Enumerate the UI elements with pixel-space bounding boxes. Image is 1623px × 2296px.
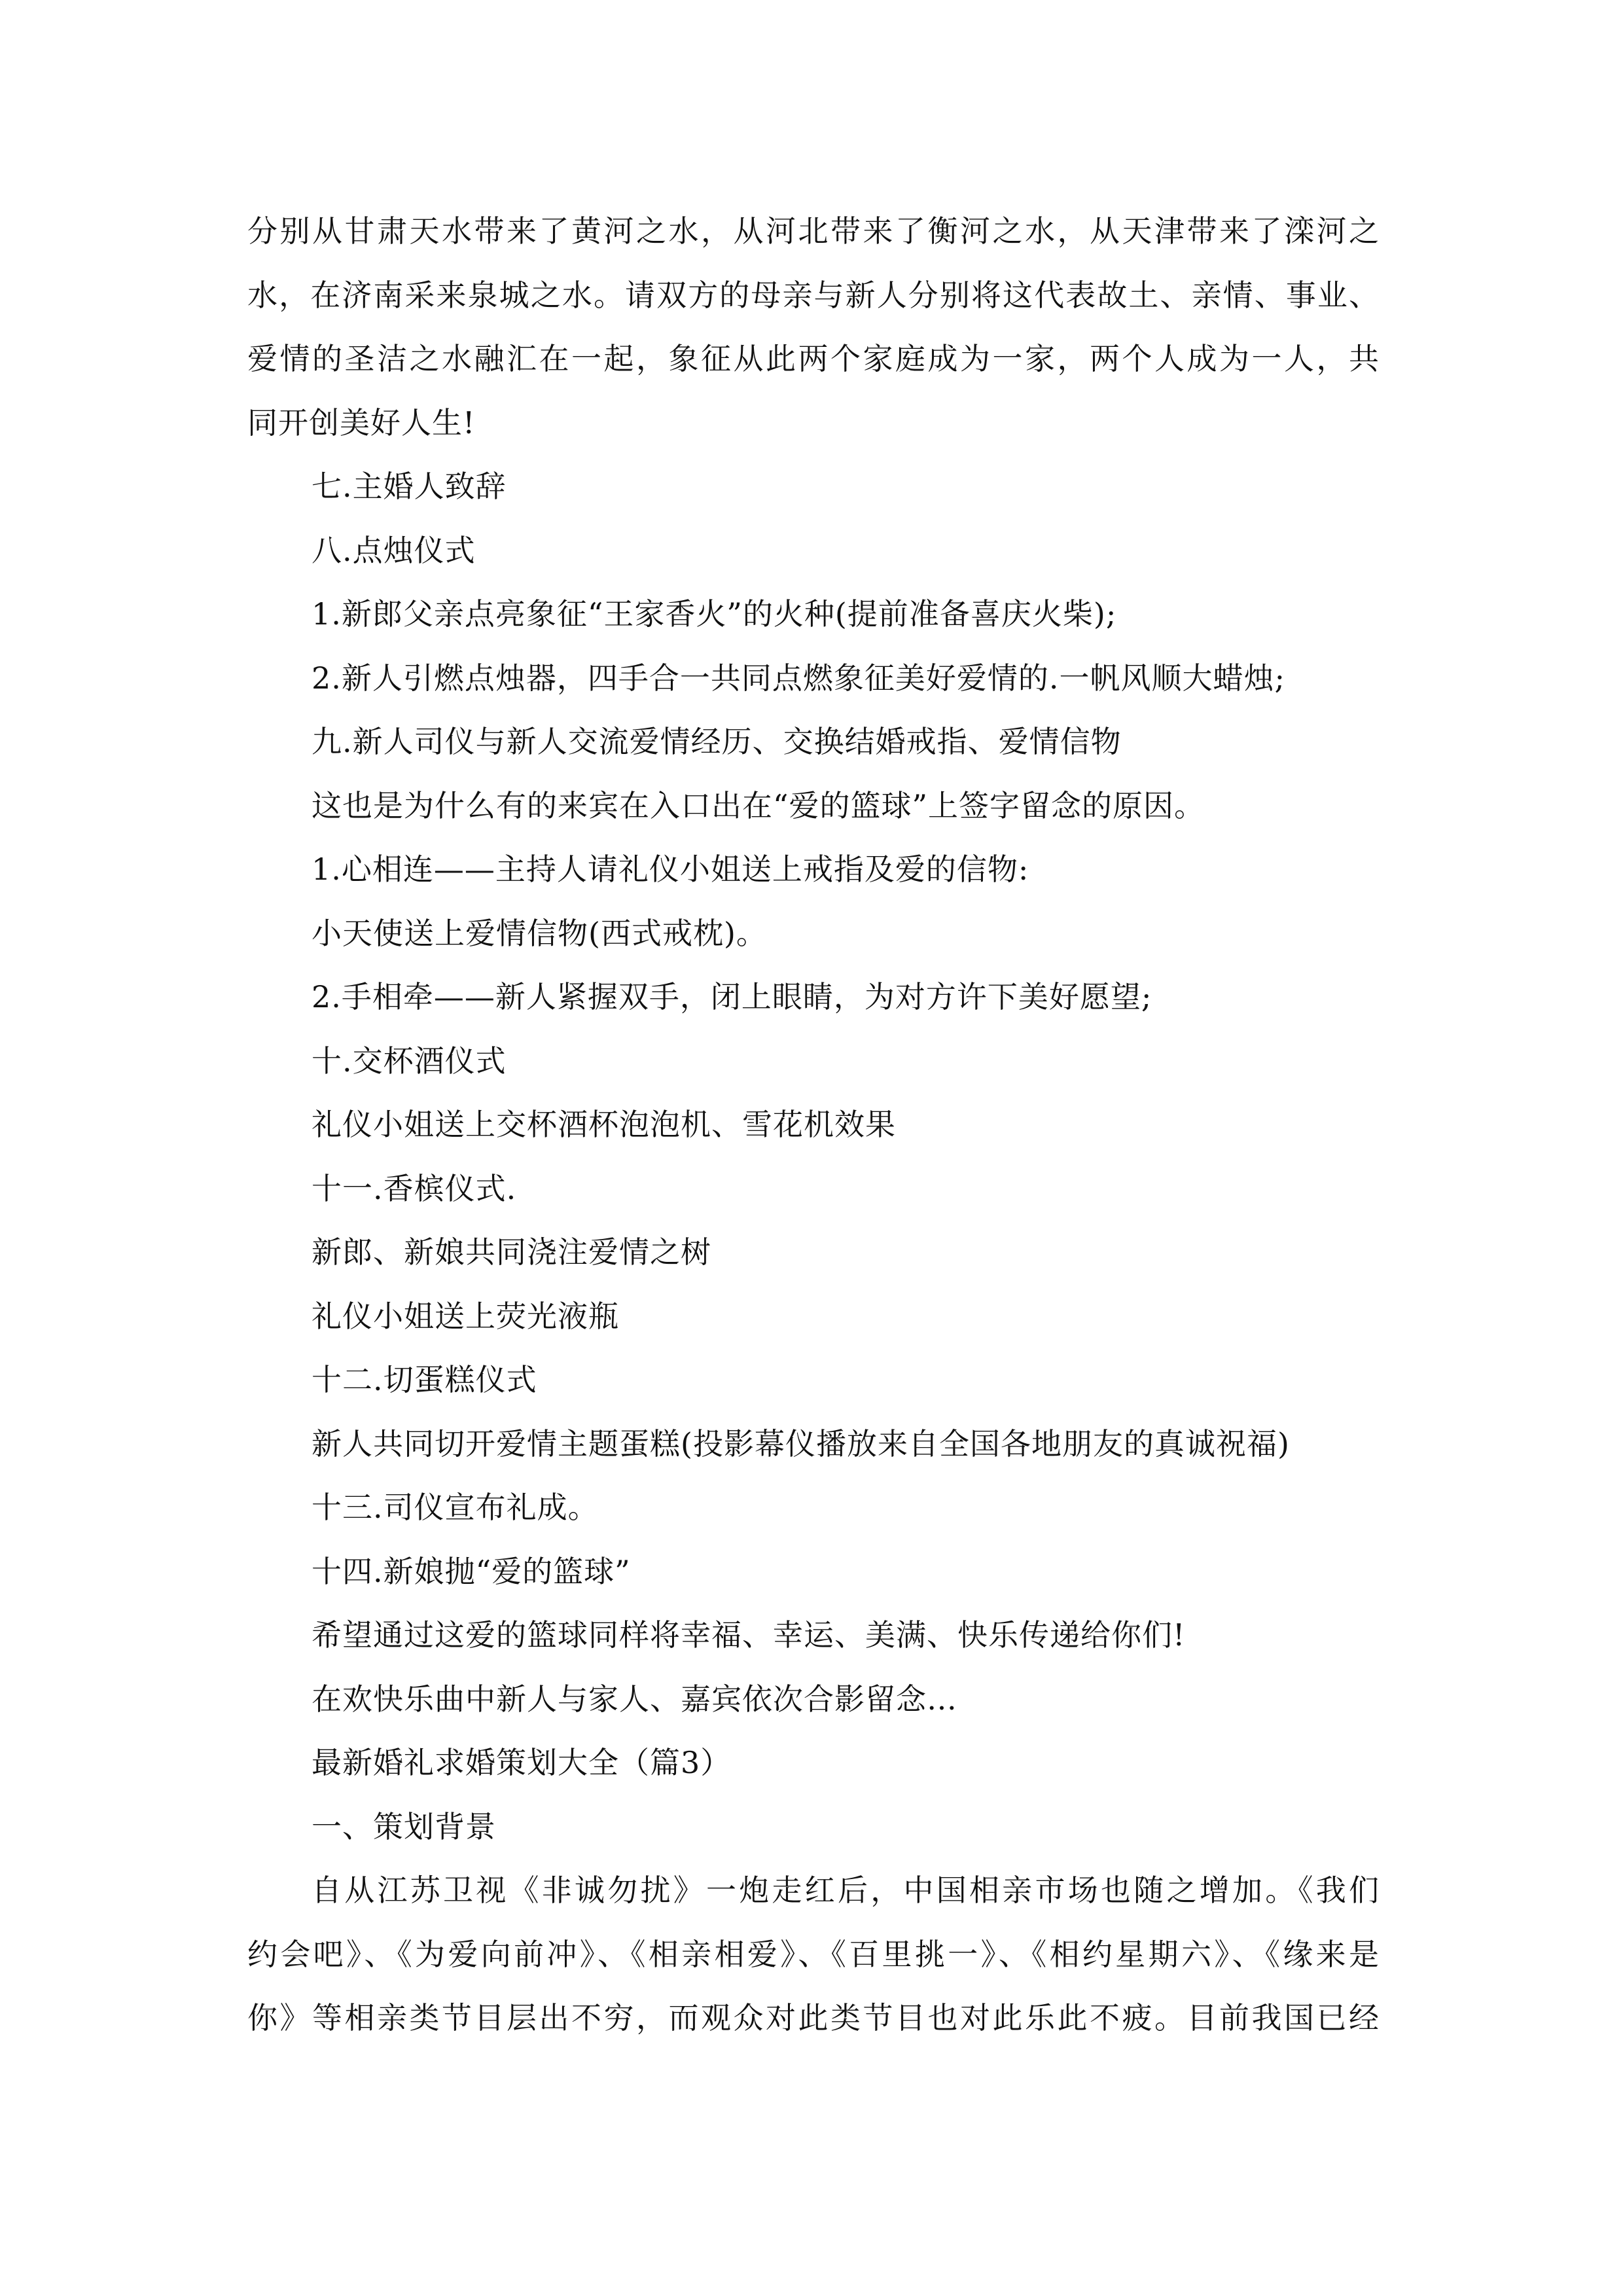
document-title: 最新婚礼求婚策划大全（篇3） [312,1745,732,1780]
section-heading: 十四.新娘抛“爱的篮球” [312,1553,631,1589]
paragraph-line: 新人共同切开爱情主题蛋糕(投影幕仪播放来自全国各地朋友的真诚祝福) [312,1426,1290,1462]
list-item: 2.手相牵——新人紧握双手，闭上眼睛，为对方许下美好愿望; [312,979,1152,1014]
section-heading: 九.新人司仪与新人交流爱情经历、交换结婚戒指、爱情信物 [312,724,1122,759]
paragraph-line: 自从江苏卫视《非诚勿扰》一炮走红后，中国相亲市场也随之增加。《我们 [312,1873,1380,1908]
paragraph-line: 分别从甘肃天水带来了黄河之水，从河北带来了衡河之水，从天津带来了滦河之 [247,213,1380,249]
paragraph-line: 这也是为什么有的来宾在入口出在“爱的篮球”上签字留念的原因。 [312,787,1205,823]
document-body [247,200,1380,2051]
section-heading: 八.点烛仪式 [312,532,476,568]
section-heading: 一、策划背景 [312,1808,496,1844]
section-heading: 七.主婚人致辞 [312,469,507,504]
paragraph-line: 希望通过这爱的篮球同样将幸福、幸运、美满、快乐传递给你们! [312,1617,1186,1653]
paragraph-line: 爱情的圣洁之水融汇在一起，象征从此两个家庭成为一家，两个人成为一人，共 [247,341,1380,376]
list-item: 2.新人引燃点烛器，四手合一共同点燃象征美好爱情的.一帆风顺大蜡烛; [312,660,1286,696]
paragraph-line: 礼仪小姐送上交杯酒杯泡泡机、雪花机效果 [312,1107,896,1142]
section-heading: 十三.司仪宣布礼成。 [312,1490,599,1525]
list-item: 1.新郎父亲点亮象征“王家香火”的火种(提前准备喜庆火柴); [312,596,1117,632]
paragraph-line: 小天使送上爱情信物(西式戒枕)。 [312,915,767,951]
paragraph-line: 同开创美好人生! [247,404,476,440]
section-heading: 十一.香槟仪式. [312,1170,517,1206]
section-heading: 十.交杯酒仪式 [312,1043,507,1079]
paragraph-line: 约会吧》、《为爱向前冲》、《相亲相爱》、《百里挑一》、《相约星期六》、《缘来是 [247,1936,1380,1972]
list-item: 1.心相连——主持人请礼仪小姐送上戒指及爱的信物: [312,852,1029,887]
paragraph-line: 在欢快乐曲中新人与家人、嘉宾依次合影留念… [312,1681,957,1717]
paragraph-line: 水，在济南采来泉城之水。请双方的母亲与新人分别将这代表故土、亲情、事业、 [247,277,1380,313]
paragraph-line: 新郎、新娘共同浇注爱情之树 [312,1234,711,1270]
paragraph-line: 你》等相亲类节目层出不穷，而观众对此类节目也对此乐此不疲。目前我国已经 [247,2000,1380,2036]
section-heading: 十二.切蛋糕仪式 [312,1362,537,1397]
paragraph-line: 礼仪小姐送上荧光液瓶 [312,1298,619,1334]
